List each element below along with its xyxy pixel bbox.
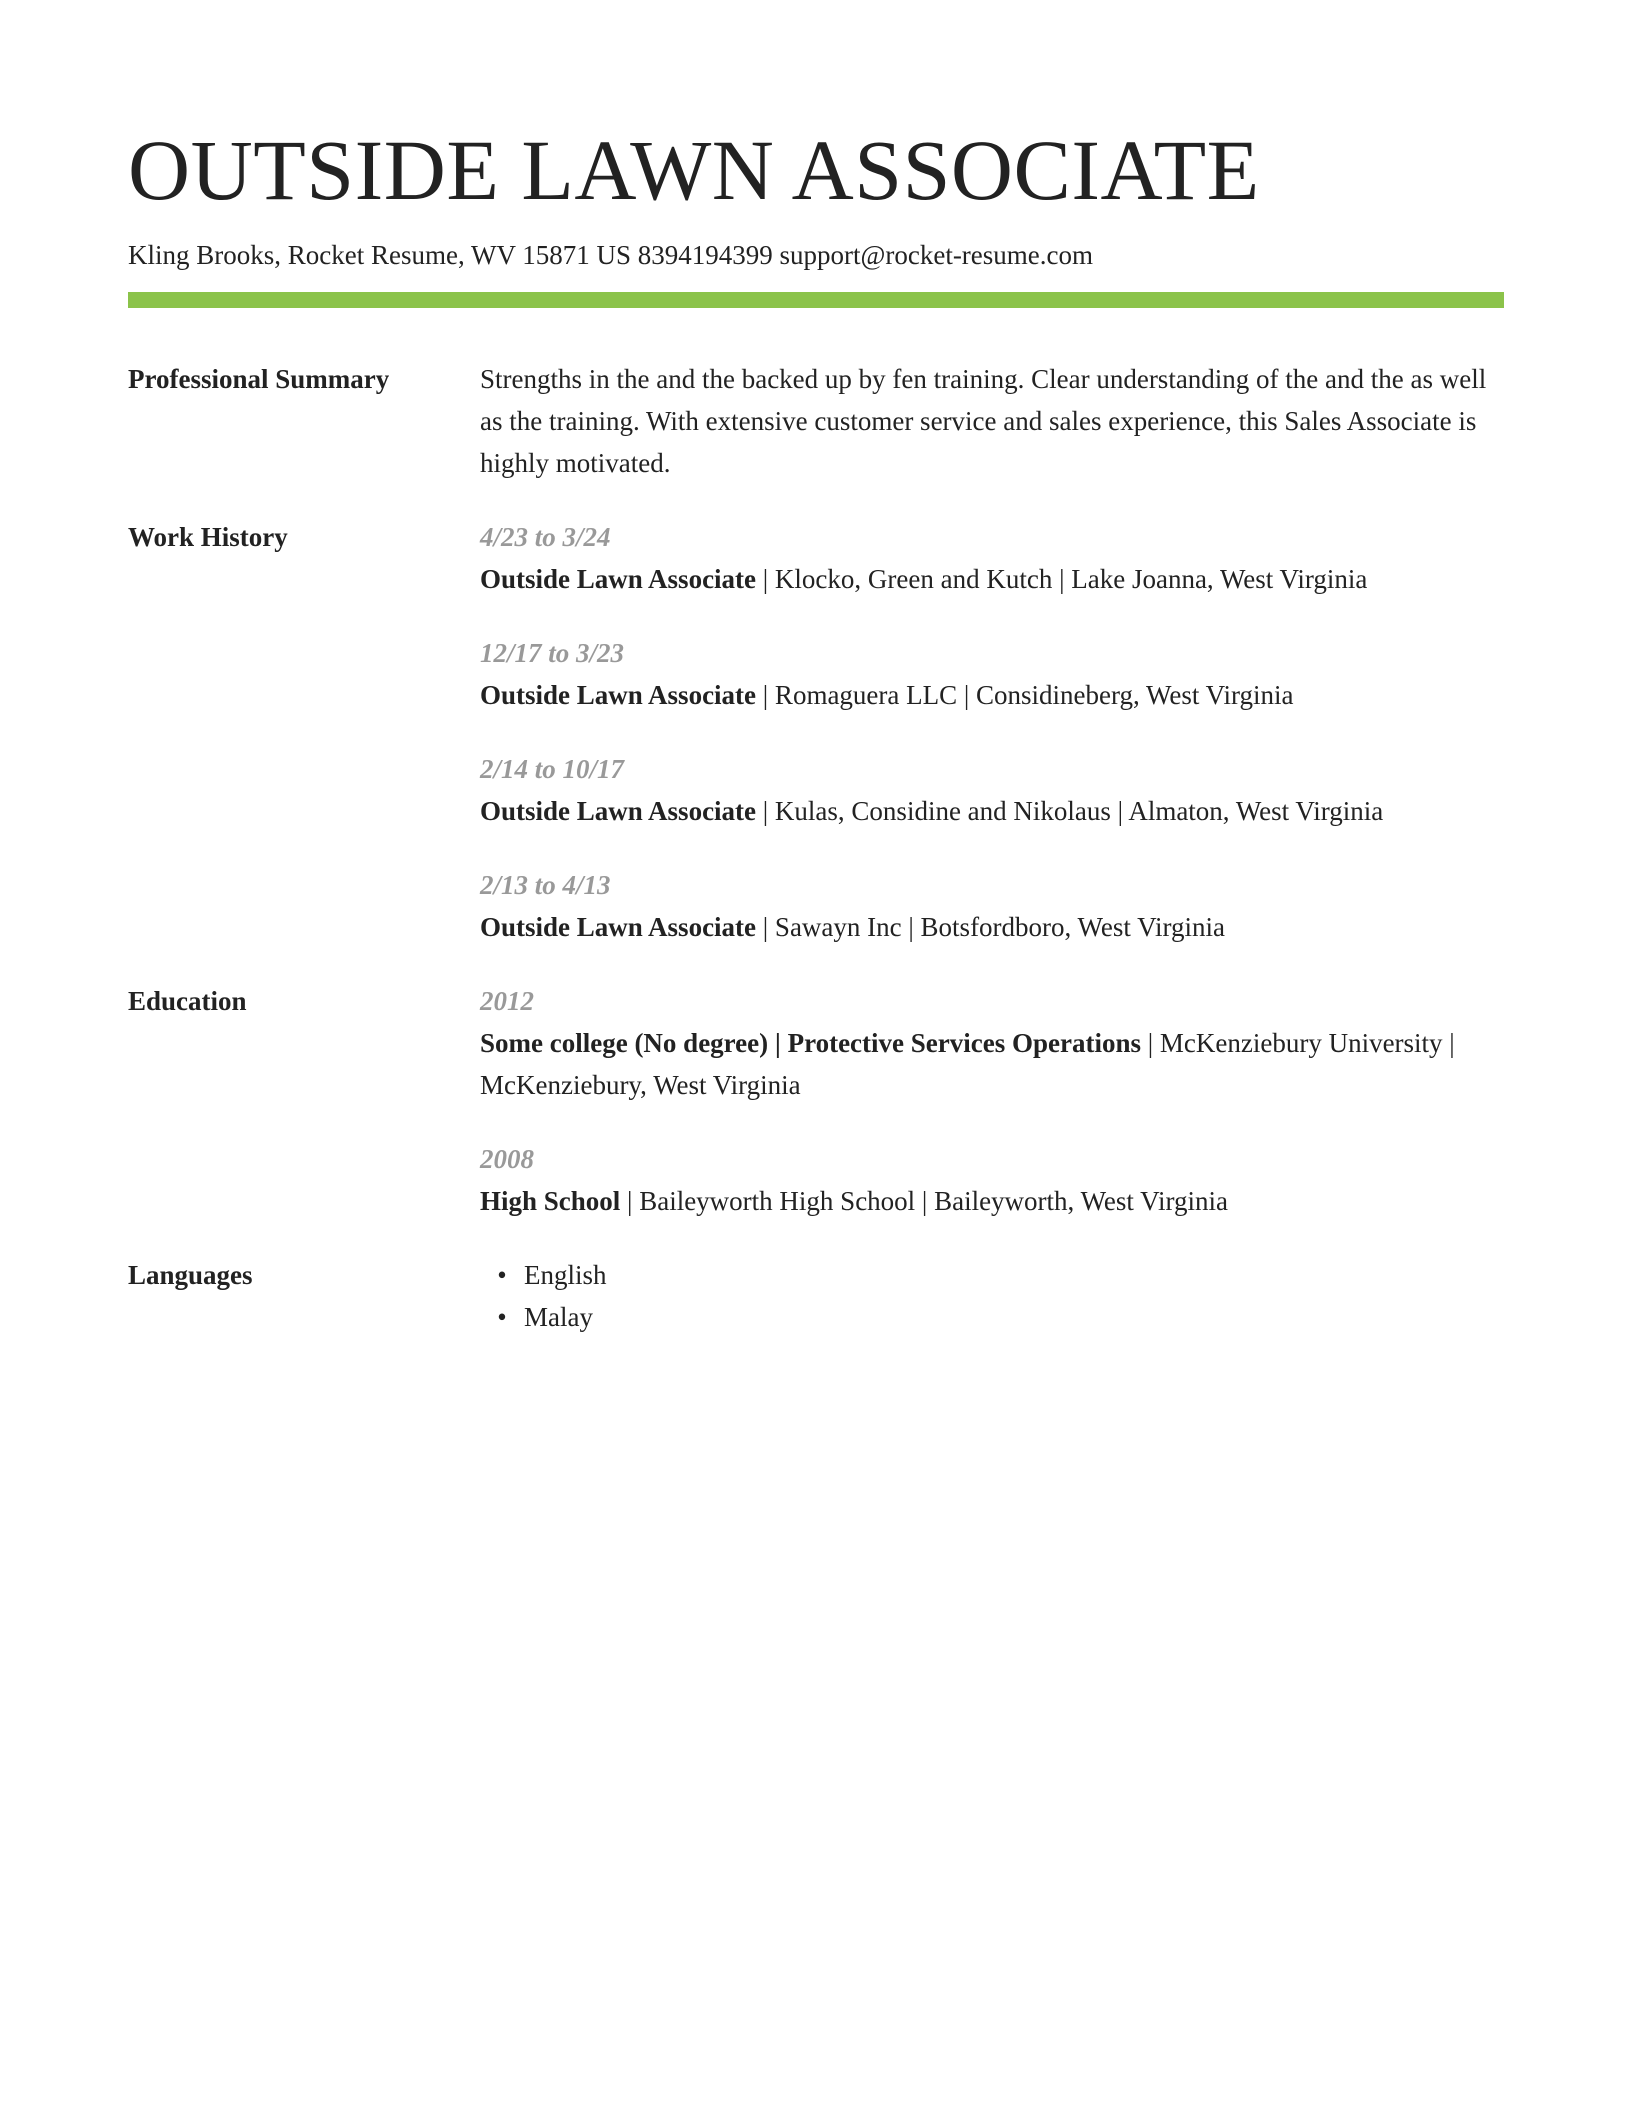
education-entry: [480, 1138, 1504, 1222]
list-item: [497, 1296, 1504, 1338]
section-label-work-history: Work History: [128, 522, 288, 552]
work-entry: [480, 748, 1504, 832]
section-label-languages: Languages: [128, 1260, 253, 1290]
work-dates: 4/23 to 3/24: [480, 522, 611, 552]
degree-name: High School: [480, 1186, 621, 1216]
job-details: | Kulas, Considine and Nikolaus | Almaton, West Virginia: [756, 796, 1384, 826]
job-title: Outside Lawn Associate: [480, 796, 757, 826]
education-section: [128, 980, 1504, 1222]
contact-line: Kling Brooks, Rocket Resume, WV 15871 US 8394194399 support@rocket-resume.com: [128, 240, 1094, 270]
job-details: | Sawayn Inc | Botsfordboro, West Virginia: [756, 912, 1225, 942]
work-line: [480, 558, 1504, 600]
work-history-section: [128, 516, 1504, 948]
work-dates: 12/17 to 3/23: [480, 638, 625, 668]
list-item: [497, 1254, 1504, 1296]
work-line: [480, 790, 1504, 832]
languages-list: [480, 1254, 1504, 1338]
education-line: [480, 1022, 1504, 1106]
job-title: Outside Lawn Associate: [480, 564, 757, 594]
work-line: [480, 906, 1504, 948]
job-details: | Romaguera LLC | Considineberg, West Virginia: [756, 680, 1294, 710]
education-entry: [480, 980, 1504, 1106]
languages-body: [480, 1254, 1504, 1338]
accent-divider: [128, 292, 1504, 308]
degree-name: Some college (No degree) | Protective Services Operations: [480, 1028, 1141, 1058]
job-title: Outside Lawn Associate: [480, 680, 757, 710]
summary-text: Strengths in the and the backed up by fen training. Clear understanding of the and the as well as the training. With extensive customer service and sales experience, this Sales Associate is highly motivated.: [480, 364, 1487, 478]
language-name: English: [524, 1260, 607, 1290]
bullet-icon: •: [497, 1302, 507, 1332]
job-details: | Klocko, Green and Kutch | Lake Joanna, West Virginia: [756, 564, 1368, 594]
bullet-icon: •: [497, 1260, 507, 1290]
work-entry: [480, 516, 1504, 600]
work-entry: [480, 632, 1504, 716]
education-line: [480, 1180, 1504, 1222]
education-details: | McKenziebury University | McKenziebury, West Virginia: [480, 1028, 1455, 1100]
work-history-list: [480, 516, 1504, 948]
work-dates: 2/13 to 4/13: [480, 870, 611, 900]
education-details: | Baileyworth High School | Baileyworth, West Virginia: [620, 1186, 1229, 1216]
professional-summary-section: [128, 358, 1504, 484]
work-entry: [480, 864, 1504, 948]
section-label-summary: Professional Summary: [128, 364, 390, 394]
job-title: Outside Lawn Associate: [480, 912, 757, 942]
languages-section: [128, 1254, 1504, 1338]
resume-title: OUTSIDE LAWN ASSOCIATE: [128, 122, 1260, 218]
education-list: [480, 980, 1504, 1222]
language-name: Malay: [524, 1302, 593, 1332]
resume-page: [128, 120, 1504, 1338]
work-line: [480, 674, 1504, 716]
education-year: 2008: [480, 1144, 534, 1174]
section-label-education: Education: [128, 986, 247, 1016]
education-year: 2012: [480, 986, 534, 1016]
work-dates: 2/14 to 10/17: [480, 754, 625, 784]
